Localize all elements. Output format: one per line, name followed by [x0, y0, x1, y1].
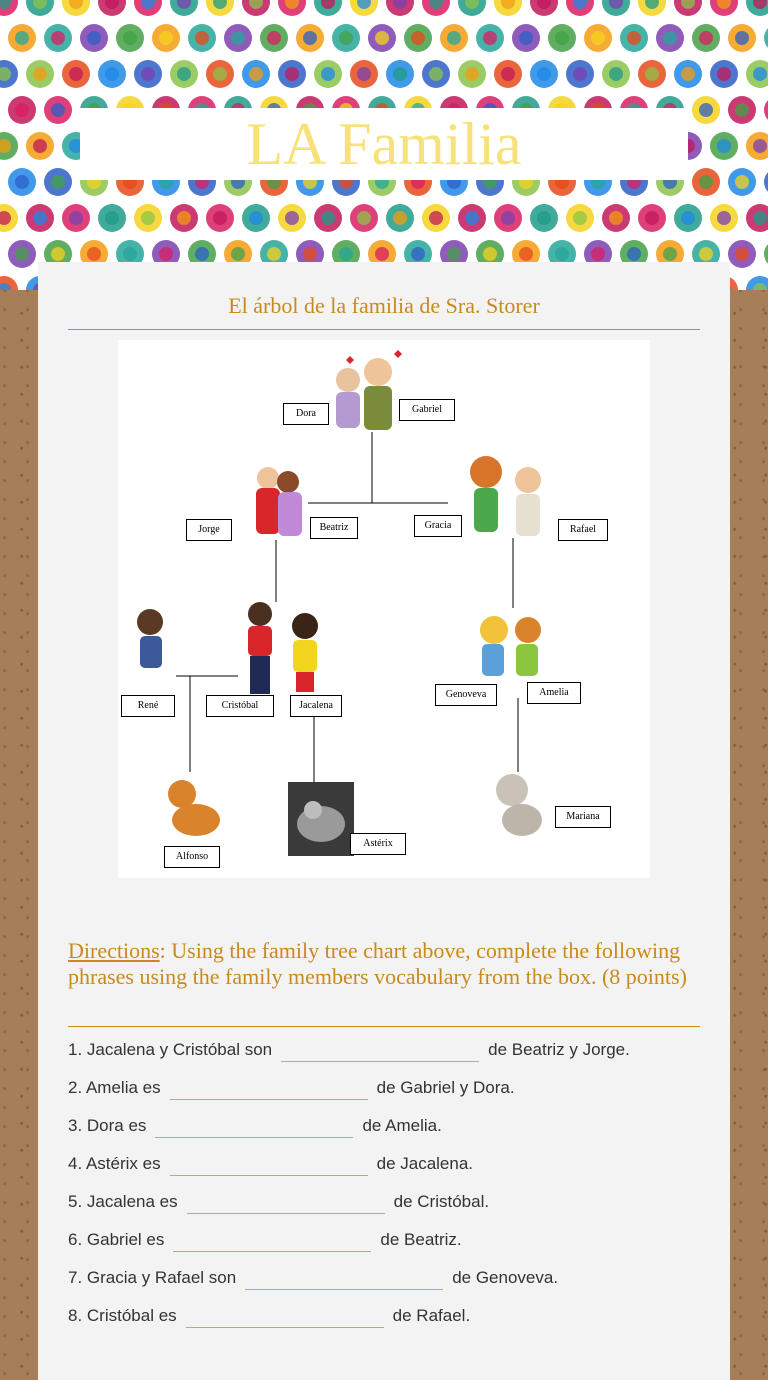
tree-label-amelia: Amelia: [527, 682, 581, 704]
polka-dot: [674, 204, 702, 232]
polka-dot: [710, 0, 738, 16]
cousins-clipart: [480, 616, 541, 676]
polka-dot: [458, 60, 486, 88]
polka-dot: [638, 60, 666, 88]
polka-dot: [134, 0, 162, 16]
polka-dot: [170, 60, 198, 88]
subtitle-divider: [68, 329, 700, 330]
polka-dot: [602, 60, 630, 88]
polka-dot: [386, 0, 414, 16]
polka-dot: [278, 204, 306, 232]
mariana-cat-clipart: [496, 774, 542, 836]
polka-dot: [710, 60, 738, 88]
tree-label-rene: René: [121, 695, 175, 717]
polka-dot: [26, 132, 54, 160]
polka-dot: [170, 0, 198, 16]
question-3-suffix: de Amelia.: [362, 1116, 442, 1135]
parents-clipart: [256, 467, 302, 536]
polka-dot: [458, 0, 486, 16]
directions-body: : Using the family tree chart above, complete the following phrases using the family members vocabulary from the box. (8 points): [68, 938, 687, 989]
polka-dot: [710, 204, 738, 232]
polka-dot: [602, 0, 630, 16]
polka-dot: [692, 96, 720, 124]
question-5-answer-field[interactable]: [187, 1191, 385, 1214]
polka-dot: [386, 60, 414, 88]
polka-dot: [332, 24, 360, 52]
cristobal-clipart: [248, 602, 272, 694]
question-8: [68, 1304, 470, 1328]
polka-dot: [152, 24, 180, 52]
polka-dot: [0, 276, 18, 290]
polka-dot: [26, 204, 54, 232]
tree-label-gracia: Gracia: [414, 515, 462, 537]
polka-dot: [368, 24, 396, 52]
polka-dot: [26, 60, 54, 88]
polka-dot: [692, 168, 720, 196]
polka-dot: [476, 24, 504, 52]
question-6: [68, 1228, 462, 1252]
directions-divider: [68, 1026, 700, 1027]
question-8-suffix: de Rafael.: [392, 1306, 471, 1325]
polka-dot: [494, 204, 522, 232]
family-tree-lines: [118, 340, 650, 878]
aunt-uncle-clipart: [470, 456, 541, 536]
question-6-suffix: de Beatriz.: [380, 1230, 462, 1249]
polka-dot: [8, 96, 36, 124]
polka-dot: [0, 204, 18, 232]
polka-dot: [0, 132, 18, 160]
polka-dot: [242, 60, 270, 88]
worksheet-subtitle: El árbol de la familia de Sra. Storer: [228, 293, 540, 318]
question-8-answer-field[interactable]: [186, 1305, 384, 1328]
polka-dot: [98, 60, 126, 88]
question-1-suffix: de Beatriz y Jorge.: [488, 1040, 630, 1059]
question-7-prefix: 7. Gracia y Rafael son: [68, 1268, 237, 1287]
polka-dot: [530, 60, 558, 88]
polka-dot: [638, 204, 666, 232]
question-4: [68, 1152, 473, 1176]
question-6-answer-field[interactable]: [173, 1229, 371, 1252]
question-7: [68, 1266, 558, 1290]
polka-dot: [62, 204, 90, 232]
question-2: [68, 1076, 515, 1100]
question-3-answer-field[interactable]: [155, 1115, 353, 1138]
polka-dot: [638, 0, 666, 16]
family-tree-image: [118, 340, 650, 878]
question-7-answer-field[interactable]: [245, 1267, 443, 1290]
polka-dot: [728, 24, 756, 52]
question-2-prefix: 2. Amelia es: [68, 1078, 161, 1097]
polka-dot: [278, 0, 306, 16]
tree-label-cristobal: Cristóbal: [206, 695, 274, 717]
polka-dot: [728, 240, 756, 268]
alfonso-dog-clipart: [168, 780, 220, 836]
polka-dot: [512, 24, 540, 52]
polka-dot: [746, 204, 768, 232]
polka-dot: [566, 0, 594, 16]
polka-dot: [728, 96, 756, 124]
polka-dot: [602, 204, 630, 232]
polka-dot: [620, 24, 648, 52]
polka-dot: [116, 24, 144, 52]
polka-dot: [134, 204, 162, 232]
tree-label-mariana: Mariana: [555, 806, 611, 828]
polka-dot: [494, 0, 522, 16]
question-2-suffix: de Gabriel y Dora.: [376, 1078, 515, 1097]
tree-label-genoveva: Genoveva: [435, 684, 497, 706]
asterix-cat-photo: [288, 782, 354, 856]
polka-dot: [746, 276, 768, 290]
question-4-suffix: de Jacalena.: [376, 1154, 474, 1173]
polka-dot: [422, 0, 450, 16]
polka-dot: [206, 0, 234, 16]
polka-dot: [242, 0, 270, 16]
question-6-prefix: 6. Gabriel es: [68, 1230, 165, 1249]
polka-dot: [566, 204, 594, 232]
question-5-suffix: de Cristóbal.: [393, 1192, 490, 1211]
question-4-answer-field[interactable]: [170, 1153, 368, 1176]
directions-text: [68, 938, 700, 990]
tree-label-alfonso: Alfonso: [164, 846, 220, 868]
polka-dot: [350, 0, 378, 16]
polka-dot: [764, 240, 768, 268]
polka-dot: [764, 96, 768, 124]
polka-dot: [8, 240, 36, 268]
tree-label-beatriz: Beatriz: [310, 517, 358, 539]
polka-dot: [98, 0, 126, 16]
polka-dot: [494, 60, 522, 88]
tree-label-rafael: Rafael: [558, 519, 608, 541]
polka-dot: [530, 0, 558, 16]
question-8-prefix: 8. Cristóbal es: [68, 1306, 177, 1325]
polka-dot: [422, 60, 450, 88]
directions-label: Directions: [68, 938, 160, 963]
question-1-prefix: 1. Jacalena y Cristóbal son: [68, 1040, 273, 1059]
polka-dot: [44, 24, 72, 52]
polka-dot: [314, 0, 342, 16]
polka-dot: [656, 24, 684, 52]
polka-dot: [692, 24, 720, 52]
polka-dot: [764, 168, 768, 196]
polka-dot: [584, 24, 612, 52]
polka-dot: [674, 60, 702, 88]
tree-label-dora: Dora: [283, 403, 329, 425]
tree-label-jacalena: Jacalena: [290, 695, 342, 717]
polka-dot: [80, 24, 108, 52]
polka-dot: [548, 24, 576, 52]
polka-dot: [98, 204, 126, 232]
polka-dot: [314, 60, 342, 88]
polka-dot: [206, 60, 234, 88]
polka-dot: [314, 204, 342, 232]
question-3-prefix: 3. Dora es: [68, 1116, 147, 1135]
page-title: LA Familia: [246, 111, 522, 177]
jacalena-clipart: [292, 613, 318, 692]
polka-dot: [224, 24, 252, 52]
polka-dot: [44, 96, 72, 124]
question-1: [68, 1038, 630, 1062]
polka-dot: [134, 60, 162, 88]
polka-dot: [62, 60, 90, 88]
polka-dot: [440, 24, 468, 52]
polka-dot: [8, 24, 36, 52]
polka-dot: [206, 204, 234, 232]
polka-dot: [260, 24, 288, 52]
question-5-prefix: 5. Jacalena es: [68, 1192, 178, 1211]
polka-dot: [350, 204, 378, 232]
polka-dot: [566, 60, 594, 88]
polka-dot: [8, 168, 36, 196]
polka-dot: [188, 24, 216, 52]
tree-label-asterix: Astérix: [350, 833, 406, 855]
rene-clipart: [137, 609, 163, 668]
polka-dot: [530, 204, 558, 232]
polka-dot: [0, 0, 18, 16]
polka-dot: [458, 204, 486, 232]
question-2-answer-field[interactable]: [170, 1077, 368, 1100]
polka-dot: [746, 60, 768, 88]
grandparents-clipart: [336, 350, 402, 430]
polka-dot: [746, 0, 768, 16]
polka-dot: [296, 24, 324, 52]
polka-dot: [44, 168, 72, 196]
question-3: [68, 1114, 442, 1138]
polka-dot: [746, 132, 768, 160]
polka-dot: [674, 0, 702, 16]
tree-label-gabriel: Gabriel: [399, 399, 455, 421]
polka-dot: [62, 0, 90, 16]
polka-dot: [170, 204, 198, 232]
polka-dot: [242, 204, 270, 232]
question-1-answer-field[interactable]: [281, 1039, 479, 1062]
question-4-prefix: 4. Astérix es: [68, 1154, 161, 1173]
polka-dot: [710, 132, 738, 160]
polka-dot: [350, 60, 378, 88]
polka-dot: [404, 24, 432, 52]
polka-dot: [764, 24, 768, 52]
tree-label-jorge: Jorge: [186, 519, 232, 541]
polka-dot: [422, 204, 450, 232]
polka-dot: [386, 204, 414, 232]
polka-dot: [26, 0, 54, 16]
polka-dot: [278, 60, 306, 88]
question-5: [68, 1190, 489, 1214]
polka-dot: [0, 60, 18, 88]
polka-dot: [728, 168, 756, 196]
question-7-suffix: de Genoveva.: [452, 1268, 559, 1287]
